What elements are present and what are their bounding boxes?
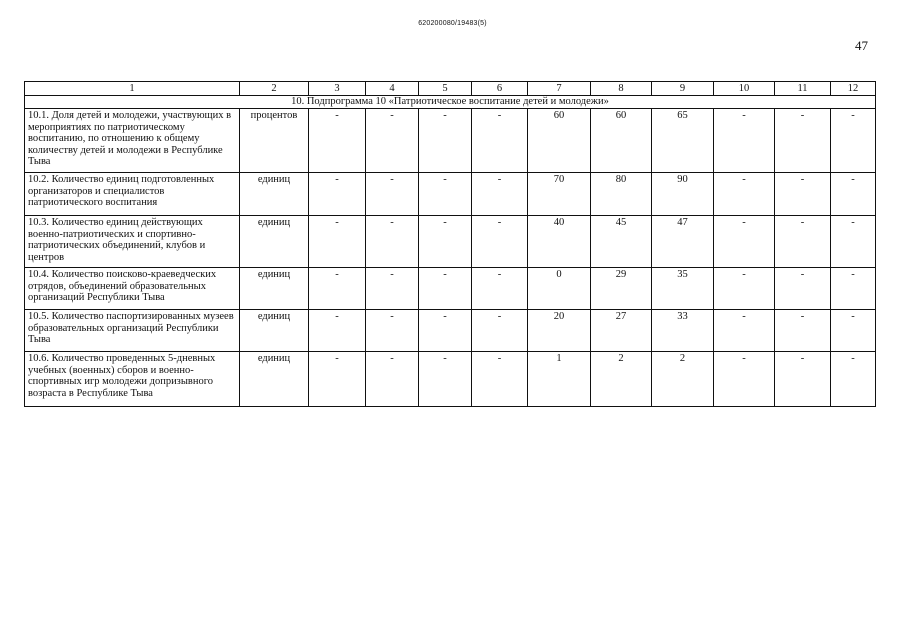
indicator-cell: 10.3. Количество единиц действующих военно-патриотических и спортивно-патриотических объединений, клубов и центров [25, 216, 240, 268]
value-cell: - [775, 310, 831, 352]
column-header: 6 [472, 82, 528, 96]
value-cell: - [366, 109, 419, 173]
value-cell: - [472, 109, 528, 173]
table-row [25, 268, 876, 310]
value-cell: - [775, 352, 831, 407]
value-cell: - [309, 173, 366, 216]
value-cell: 35 [652, 268, 714, 310]
value-cell: - [714, 216, 775, 268]
value-cell: - [775, 216, 831, 268]
value-cell: - [831, 352, 876, 407]
value-cell: - [419, 352, 472, 407]
value-cell: - [472, 216, 528, 268]
value-cell: - [831, 173, 876, 216]
value-cell: - [419, 310, 472, 352]
value-cell: 29 [591, 268, 652, 310]
value-cell: - [714, 268, 775, 310]
column-header: 3 [309, 82, 366, 96]
value-cell: - [472, 310, 528, 352]
value-cell: - [366, 352, 419, 407]
value-cell: - [309, 216, 366, 268]
value-cell: - [714, 310, 775, 352]
value-cell: - [472, 352, 528, 407]
value-cell: - [309, 352, 366, 407]
value-cell: - [472, 173, 528, 216]
unit-cell: единиц [240, 268, 309, 310]
indicator-cell: 10.6. Количество проведенных 5-дневных учебных (военных) сборов и военно-спортивных игр молодежи допризывного возраста в Республике Тыва [25, 352, 240, 407]
column-header: 4 [366, 82, 419, 96]
column-header: 7 [528, 82, 591, 96]
value-cell: 80 [591, 173, 652, 216]
value-cell: - [366, 216, 419, 268]
section-title: 10. Подпрограмма 10 «Патриотическое воспитание детей и молодежи» [25, 96, 876, 109]
value-cell: 70 [528, 173, 591, 216]
document-id: 620200080/19483(5) [418, 20, 487, 27]
value-cell: - [775, 109, 831, 173]
table-row [25, 352, 876, 407]
value-cell: 1 [528, 352, 591, 407]
value-cell: - [714, 173, 775, 216]
page-number: 47 [855, 38, 868, 53]
value-cell: 40 [528, 216, 591, 268]
column-header: 12 [831, 82, 876, 96]
unit-cell: единиц [240, 310, 309, 352]
value-cell: - [831, 268, 876, 310]
value-cell: 45 [591, 216, 652, 268]
value-cell: 47 [652, 216, 714, 268]
value-cell: - [419, 173, 472, 216]
value-cell: - [309, 310, 366, 352]
column-header: 2 [240, 82, 309, 96]
unit-cell: процентов [240, 109, 309, 173]
value-cell: - [472, 268, 528, 310]
value-cell: 33 [652, 310, 714, 352]
value-cell: - [831, 310, 876, 352]
column-header: 10 [714, 82, 775, 96]
value-cell: - [775, 173, 831, 216]
value-cell: - [309, 109, 366, 173]
indicator-cell: 10.1. Доля детей и молодежи, участвующих в мероприятиях по патриотическому воспитанию, по отношению к общему количеству детей и молодежи в Республике Тыва [25, 109, 240, 173]
value-cell: 65 [652, 109, 714, 173]
column-header: 11 [775, 82, 831, 96]
value-cell: 2 [591, 352, 652, 407]
indicator-cell: 10.4. Количество поисково-краеведческих отрядов, объединений образовательных организаций Республики Тыва [25, 268, 240, 310]
value-cell: 90 [652, 173, 714, 216]
table-row [25, 216, 876, 268]
table-row [25, 173, 876, 216]
value-cell: 2 [652, 352, 714, 407]
value-cell: 20 [528, 310, 591, 352]
column-header: 1 [25, 82, 240, 96]
value-cell: - [366, 173, 419, 216]
value-cell: - [419, 268, 472, 310]
column-number-row [25, 82, 876, 96]
value-cell: - [831, 216, 876, 268]
value-cell: - [831, 109, 876, 173]
table-row [25, 310, 876, 352]
unit-cell: единиц [240, 352, 309, 407]
value-cell: 60 [528, 109, 591, 173]
indicator-cell: 10.2. Количество единиц подготовленных организаторов и специалистов патриотического воспитания [25, 173, 240, 216]
indicator-cell: 10.5. Количество паспортизированных музеев образовательных организаций Республики Тыва [25, 310, 240, 352]
value-cell: - [775, 268, 831, 310]
value-cell: - [419, 216, 472, 268]
value-cell: - [714, 352, 775, 407]
value-cell: - [419, 109, 472, 173]
column-header: 8 [591, 82, 652, 96]
value-cell: 60 [591, 109, 652, 173]
value-cell: - [714, 109, 775, 173]
unit-cell: единиц [240, 216, 309, 268]
column-header: 5 [419, 82, 472, 96]
indicators-table [24, 81, 876, 407]
value-cell: - [309, 268, 366, 310]
unit-cell: единиц [240, 173, 309, 216]
section-row [25, 96, 876, 109]
value-cell: - [366, 310, 419, 352]
value-cell: 0 [528, 268, 591, 310]
column-header: 9 [652, 82, 714, 96]
value-cell: - [366, 268, 419, 310]
value-cell: 27 [591, 310, 652, 352]
table-row [25, 109, 876, 173]
